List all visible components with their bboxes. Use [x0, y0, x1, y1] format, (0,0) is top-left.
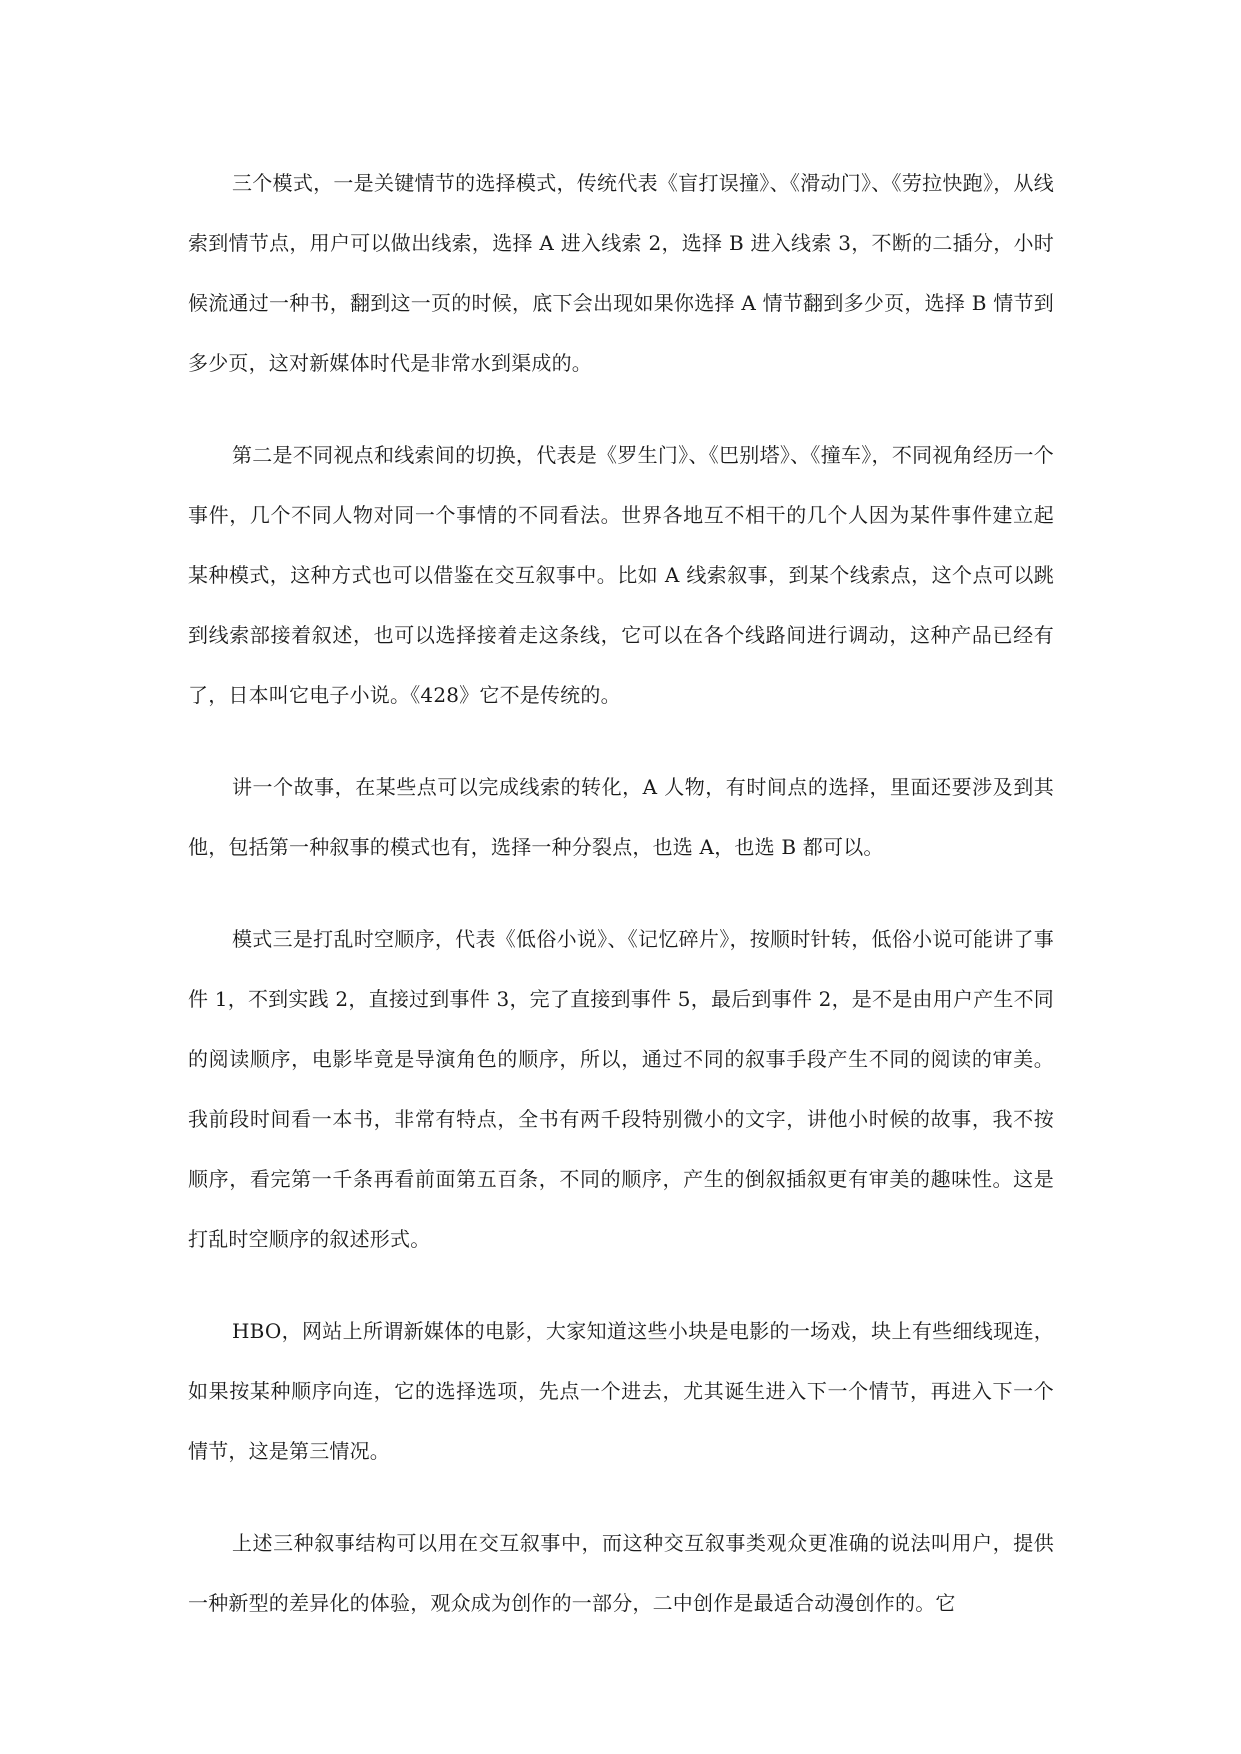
- paragraph-2: 第二是不同视点和线索间的切换，代表是《罗生门》、《巴别塔》、《撞车》，不同视角经历一个事件，几个不同人物对同一个事情的不同看法。世界各地互不相干的几个人因为某件事件建立起某种模式，这种方式也可以借鉴在交互叙事中。比如 A 线索叙事，到某个线索点，这个点可以跳到线索部接着叙述，也可以选择接着走这条线，它可以在各个线路间进行调动，这种产品已经有了，日本叫它电子小说。《428》它不是传统的。: [188, 443, 1054, 707]
- paragraph-5: HBO，网站上所谓新媒体的电影，大家知道这些小块是电影的一场戏，块上有些细线现连，如果按某种顺序向连，它的选择选项，先点一个进去，尤其诞生进入下一个情节，再进入下一个情节，这是第三情况。: [188, 1319, 1054, 1463]
- document-body: [188, 153, 1054, 1665]
- paragraph-1: 三个模式，一是关键情节的选择模式，传统代表《盲打误撞》、《滑动门》、《劳拉快跑》，从线索到情节点，用户可以做出线索，选择 A 进入线索 2，选择 B 进入线索 3，不断的二插分，小时候流通过一种书，翻到这一页的时候，底下会出现如果你选择 A 情节翻到多少页，选择 B 情节到多少页，这对新媒体时代是非常水到渠成的。: [188, 171, 1054, 375]
- paragraph-3: 讲一个故事，在某些点可以完成线索的转化，A 人物，有时间点的选择，里面还要涉及到其他，包括第一种叙事的模式也有，选择一种分裂点，也选 A，也选 B 都可以。: [188, 775, 1054, 859]
- paragraph-4: 模式三是打乱时空顺序，代表《低俗小说》、《记忆碎片》，按顺时针转，低俗小说可能讲了事件 1，不到实践 2，直接过到事件 3，完了直接到事件 5，最后到事件 2，是不是由用户产生不同的阅读顺序，电影毕竟是导演角色的顺序，所以，通过不同的叙事手段产生不同的阅读的审美。我前段时间看一本书，非常有特点，全书有两千段特别微小的文字，讲他小时候的故事，我不按顺序，看完第一千条再看前面第五百条，不同的顺序，产生的倒叙插叙更有审美的趣味性。这是打乱时空顺序的叙述形式。: [188, 927, 1054, 1251]
- paragraph-6: 上述三种叙事结构可以用在交互叙事中，而这种交互叙事类观众更准确的说法叫用户，提供一种新型的差异化的体验，观众成为创作的一部分，二中创作是最适合动漫创作的。它: [188, 1531, 1054, 1615]
